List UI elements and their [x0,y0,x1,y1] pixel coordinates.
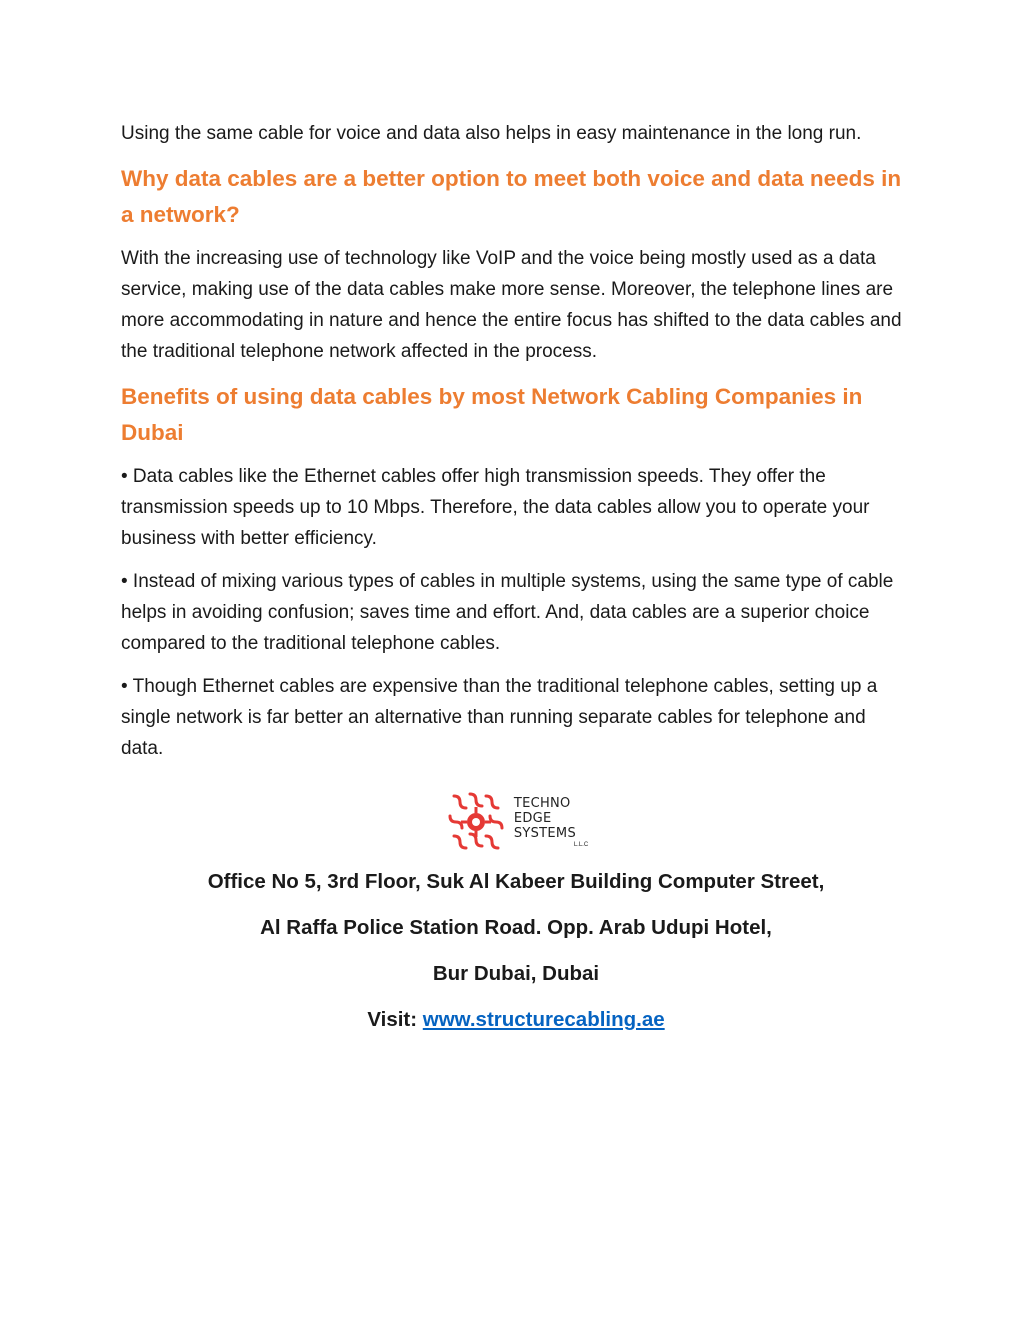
logo-line1: TECHNO [513,795,571,811]
address-line1: Office No 5, 3rd Floor, Suk Al Kabeer Building Computer Street, [207,870,825,893]
bullet-item: • Though Ethernet cables are expensive than the traditional telephone cables, setting up a single network is far better an alternative than running separate cables for telephone and data. [121,676,878,759]
logo-line3: SYSTEMS [513,825,576,841]
document-page [121,118,911,1054]
section1-body: With the increasing use of technology like VoIP and the voice being mostly used as a data service, making use of the data cables make more sense. Moreover, the telephone lines are more accommodating in nature and hence the entire focus has shifted to the data cables and the traditional telephone network affected in the process. [121,248,902,362]
logo-suffix: L.L.C [573,841,589,848]
address-line3: Bur Dubai, Dubai [432,962,600,985]
intro-paragraph: Using the same cable for voice and data also helps in easy maintenance in the long run. [121,123,862,144]
visit-label: Visit: [367,1008,423,1031]
bullet-item: • Instead of mixing various types of cables in multiple systems, using the same type of cable helps in avoiding confusion; saves time and effort. And, data cables are a superior choice compared to the traditional telephone cables. [121,571,894,654]
address-line2: Al Raffa Police Station Road. Opp. Arab Udupi Hotel, [260,916,772,939]
company-logo [121,790,911,854]
website-link[interactable]: www.structurecabling.ae [422,1008,665,1031]
bullet-item: • Data cables like the Ethernet cables offer high transmission speeds. They offer the transmission speeds up to 10 Mbps. Therefore, the data cables allow you to operate your business with better efficiency. [121,466,870,549]
section1-heading: Why data cables are a better option to meet both voice and data needs in a network? [121,166,902,227]
logo-mark-icon [444,790,508,854]
visit-line [121,1008,911,1032]
logo-line2: EDGE [513,810,552,826]
section2-heading: Benefits of using data cables by most Network Cabling Companies in Dubai [121,384,863,445]
